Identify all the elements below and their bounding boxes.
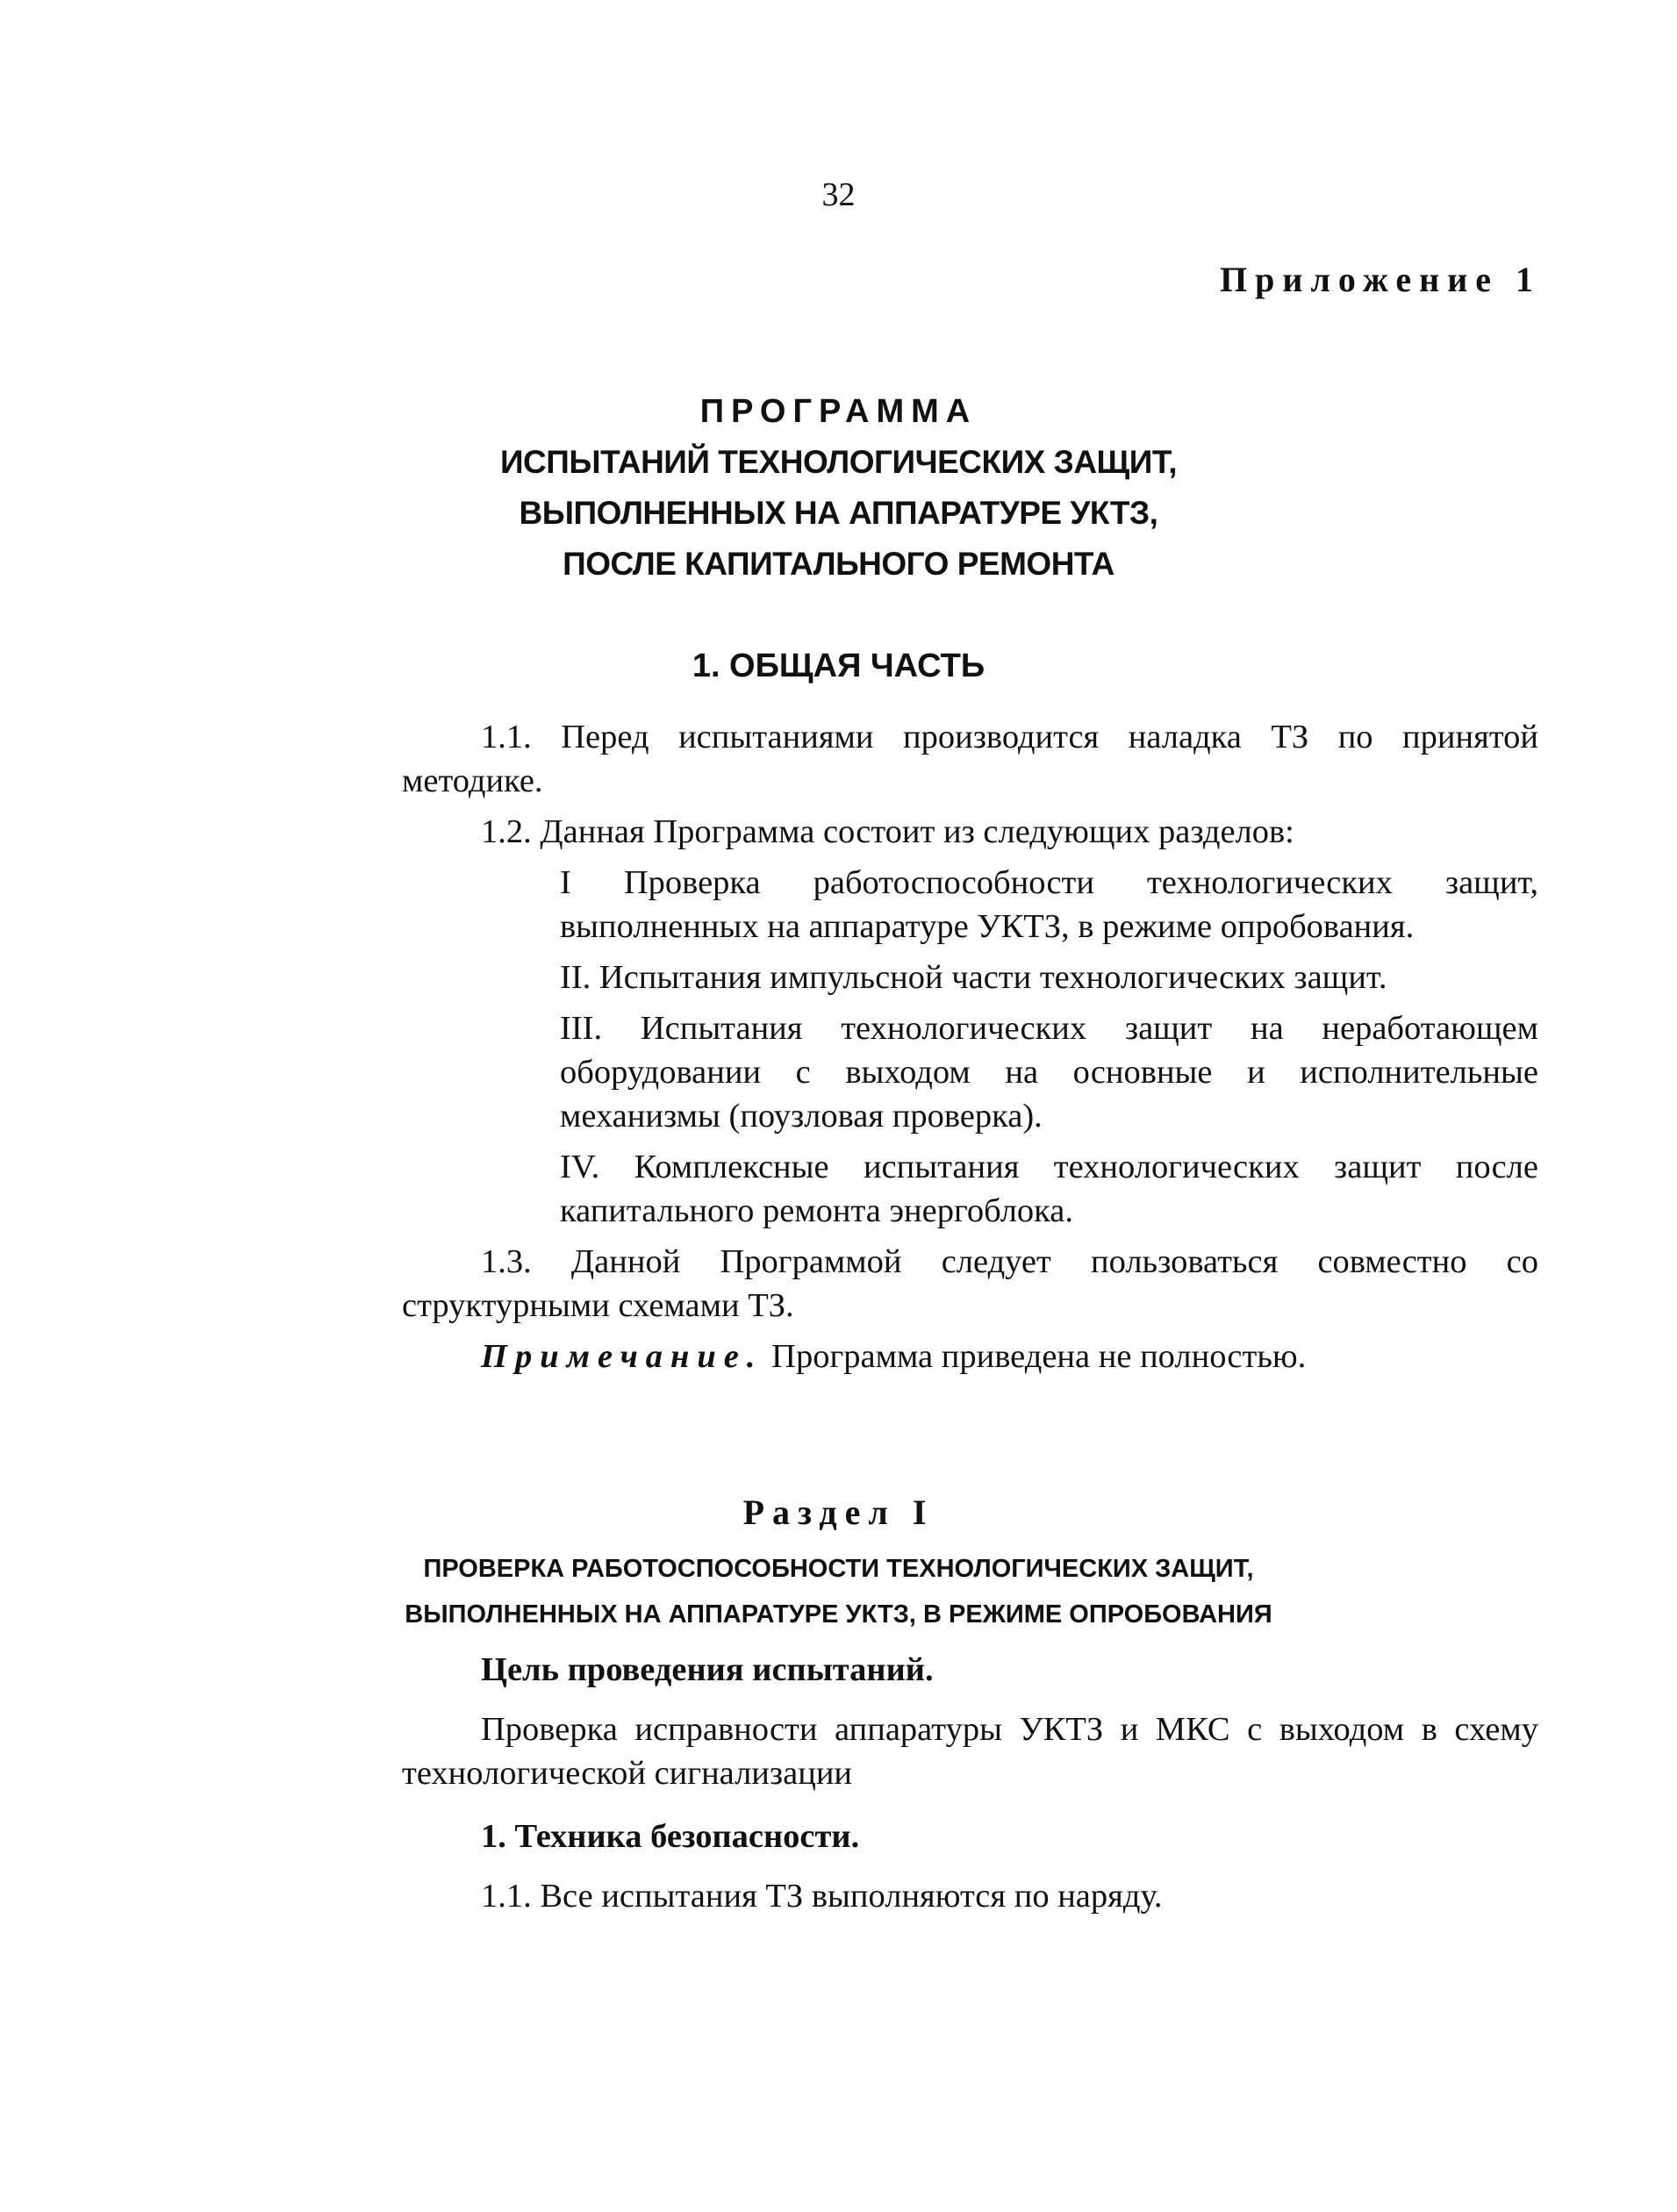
program-title-line-2: ИСПЫТАНИЙ ТЕХНОЛОГИЧЕСКИХ ЗАЩИТ, <box>499 444 1178 480</box>
program-title-line-4: ПОСЛЕ КАПИТАЛЬНОГО РЕМОНТА <box>563 546 1114 582</box>
safety-paragraph-1-1: 1.1. Все испытания ТЗ выполняются по наряду. <box>481 1878 1163 1915</box>
razdel-title-line-2: ВЫПОЛНЕННЫХ НА АППАРАТУРЕ УКТЗ, В РЕЖИМЕ ОПРОБОВАНИЯ <box>405 1600 1272 1629</box>
list-item-section-ii: II. Испытания импульсной части технологических защит. <box>560 959 1387 996</box>
program-title-line-3: ВЫПОЛНЕННЫХ НА АППАРАТУРЕ УКТЗ, <box>519 495 1158 531</box>
section-1-body <box>402 715 1538 1378</box>
list-item-section-iv: IV. Комплексные испытания технологических защит после капитального ремонта энергоблока. <box>560 1149 1538 1229</box>
goal-text: Проверка исправности аппаратуры УКТЗ и МКС с выходом в схему технологической сигнализации <box>402 1711 1538 1792</box>
program-title <box>0 386 1677 590</box>
list-item-section-i: I Проверка работоспособности технологических защит, выполненных на аппаратуре УКТЗ, в режиме опробования. <box>560 864 1538 945</box>
goal-heading: Цель проведения испытаний. <box>481 1651 934 1688</box>
paragraph-1-2: 1.2. Данная Программа состоит из следующих разделов: <box>481 813 1294 850</box>
paragraph-1-3: 1.3. Данной Программой следует пользоваться совместно со структурными схемами ТЗ. <box>402 1243 1538 1324</box>
razdel-label: Раздел I <box>742 1493 935 1532</box>
razdel-1-body <box>402 1648 1538 1918</box>
paragraph-1-1: 1.1. Перед испытаниями производится наладка ТЗ по принятой методике. <box>402 719 1538 799</box>
section-1-heading: 1. ОБЩАЯ ЧАСТЬ <box>692 648 985 684</box>
note-label: Примечание. <box>481 1338 763 1375</box>
safety-heading: 1. Техника безопасности. <box>481 1818 860 1855</box>
appendix-label: Приложение 1 <box>1220 260 1541 299</box>
program-title-line-1: ПРОГРАММА <box>699 393 978 430</box>
page-number: 32 <box>821 176 856 213</box>
razdel-title <box>0 1546 1677 1637</box>
list-item-section-iii: III. Испытания технологических защит на неработающем оборудовании с выходом на основные и исполнительные механизмы (поузловая проверка). <box>560 1010 1538 1135</box>
razdel-title-line-1: ПРОВЕРКА РАБОТОСПОСОБНОСТИ ТЕХНОЛОГИЧЕСКИХ ЗАЩИТ, <box>423 1555 1254 1583</box>
note-text: Программа приведена не полностью. <box>771 1338 1307 1375</box>
note <box>402 1335 1538 1378</box>
